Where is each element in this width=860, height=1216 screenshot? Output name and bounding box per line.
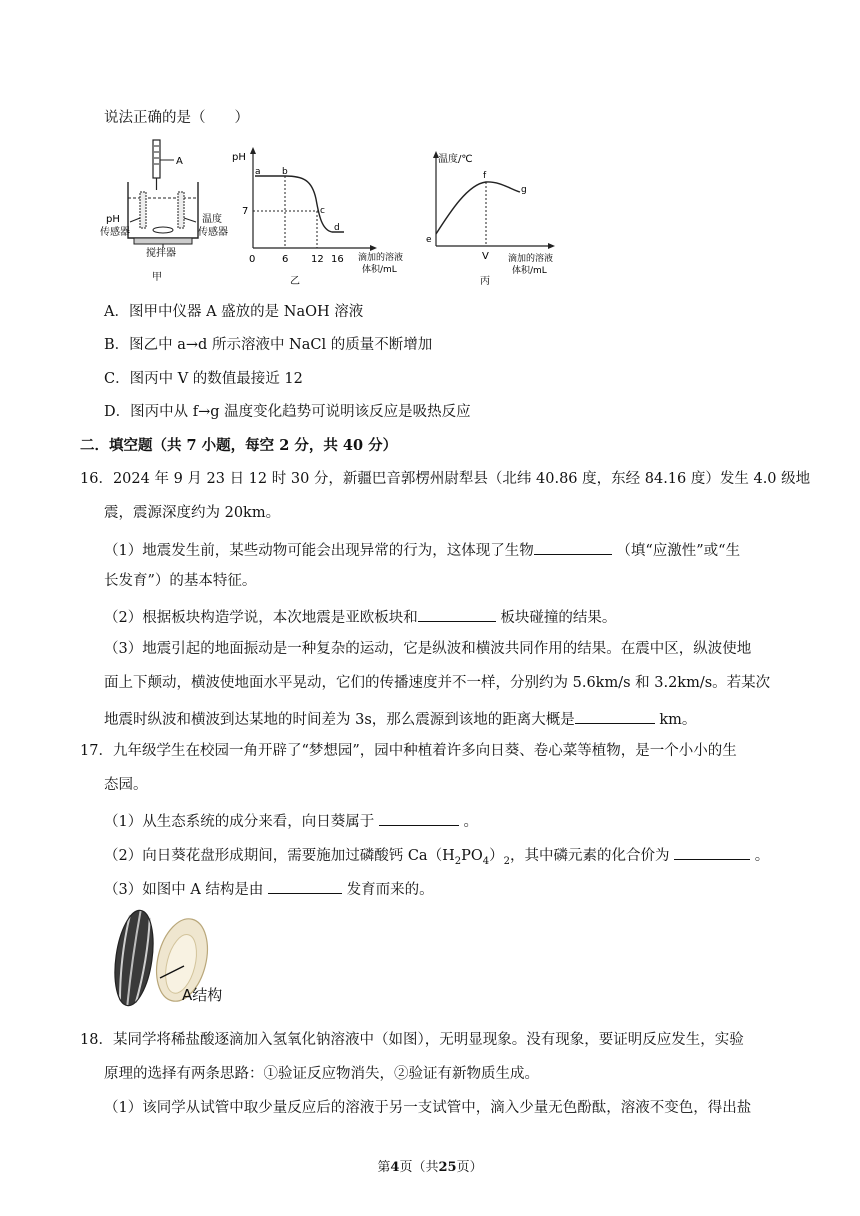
q17-part3-text: （3）如图中 A 结构是由 (104, 882, 264, 898)
bing-xtick-v: V (482, 251, 489, 262)
yi-caption: 乙 (290, 276, 300, 287)
figure-yi-ph-curve (228, 144, 428, 290)
q16-part3-line3 (104, 707, 696, 730)
q16-blank-3[interactable] (575, 707, 655, 724)
yi-ytick-7: 7 (242, 206, 249, 217)
q17-part2-text: （2）向日葵花盘形成期间，需要施加过磷酸钙 Ca（H (104, 848, 455, 864)
q17-blank-1[interactable] (379, 809, 459, 826)
yi-xtick-0: 0 (249, 254, 256, 265)
q18-part1-line1: （1）该同学从试管中取少量反应后的溶液于另一支试管中，滴入少量无色酚酞，溶液不变色，得出盐 (104, 1100, 752, 1116)
jia-temp-label-2: 传感器 (198, 227, 228, 238)
bing-caption: 丙 (480, 276, 490, 287)
yi-xtick-12: 12 (311, 254, 324, 265)
q17-part3 (104, 877, 434, 900)
footer-pre: 第 (377, 1160, 391, 1175)
q17-sub-3: 2 (503, 855, 510, 867)
q18-stem-line2: 原理的选择有两条思路：①验证反应物消失，②验证有新物质生成。 (104, 1066, 539, 1082)
jia-temp-label-1: 温度 (202, 214, 222, 225)
q15-stem-tail: 说法正确的是（ ） (104, 110, 249, 126)
q17-part1-text: （1）从生态系统的成分来看，向日葵属于 (104, 814, 375, 830)
q17-part2-mid: PO (461, 848, 483, 864)
q17-part2-end: 。 (754, 848, 770, 864)
q17-stem-line2: 态园。 (104, 777, 148, 793)
q17-part2 (104, 843, 769, 872)
q15-option-a: A．图甲中仪器 A 盛放的是 NaOH 溶液 (104, 304, 364, 320)
q15-option-c: C．图丙中 V 的数值最接近 12 (104, 371, 303, 387)
q17-part1 (104, 809, 478, 832)
q16-part2-text: （2）根据板块构造学说，本次地震是亚欧板块和 (104, 610, 418, 626)
q16-stem-line2: 震，震源深度约为 20km。 (104, 505, 281, 521)
figure-jia-apparatus (100, 138, 240, 288)
bing-point-f: f (483, 171, 487, 181)
q16-part1-hint: （填“应激性”或“生 (616, 543, 741, 559)
q17-part1-end: 。 (463, 814, 478, 830)
footer-mid: 页（共 (399, 1160, 439, 1175)
bing-point-g: g (521, 185, 527, 195)
q16-part1 (104, 538, 740, 561)
figure-bing-temp-curve (420, 146, 570, 290)
q18-stem-line1: 18．某同学将稀盐酸逐滴加入氢氧化钠溶液中（如图），无明显现象。没有现象，要证明反应发生，实验 (80, 1032, 744, 1048)
yi-xlabel-1: 滴加的溶液 (358, 253, 404, 263)
yi-xtick-16: 16 (331, 254, 344, 265)
yi-point-c: c (320, 206, 325, 216)
jia-ph-label-2: 传感器 (100, 227, 130, 238)
q17-blank-3[interactable] (268, 877, 342, 894)
q16-part3-line1: （3）地震引起的地面振动是一种复杂的运动，它是纵波和横波共同作用的结果。在震中区，纵波使地 (104, 641, 752, 657)
q16-stem-line1: 16．2024 年 9 月 23 日 12 时 30 分，新疆巴音郭楞州尉犁县（北纬 40.86 度，东经 84.16 度）发生 4.0 级地 (80, 471, 811, 487)
q15-option-b: B．图乙中 a→d 所示溶液中 NaCl 的质量不断增加 (104, 337, 433, 353)
yi-point-b: b (282, 167, 288, 177)
yi-xtick-6: 6 (282, 254, 289, 265)
q16-part3-text: 地震时纵波和横波到达某地的时间差为 3s，那么震源到该地的距离大概是 (104, 712, 575, 728)
page-footer (0, 1156, 860, 1175)
q15-option-d: D．图丙中从 f→g 温度变化趋势可说明该反应是吸热反应 (104, 404, 471, 420)
seed-label-a: A结构 (182, 986, 223, 1004)
bing-xlabel-2: 体积/mL (512, 266, 547, 276)
q16-part3-unit: km。 (659, 712, 697, 728)
yi-ylabel: pH (232, 152, 246, 163)
q16-part1-text: （1）地震发生前，某些动物可能会出现异常的行为，这体现了生物 (104, 543, 534, 559)
q17-stem-line1: 17．九年级学生在校园一角开辟了“梦想园”，园中种植着许多向日葵、卷心菜等植物，是一个小小的生 (80, 743, 737, 759)
q16-part3-line2: 面上下颠动，横波使地面水平晃动，它们的传播速度并不一样，分别约为 5.6km/s 和 3.2km/s。若某次 (104, 675, 771, 691)
yi-point-a: a (255, 167, 261, 177)
q17-part3-tail: 发育而来的。 (346, 882, 434, 898)
sunflower-seed-figure (100, 904, 230, 1012)
section-title: 二．填空题（共 7 小题，每空 2 分，共 40 分） (80, 437, 398, 454)
q16-part1-cont: 长发育”）的基本特征。 (104, 573, 257, 589)
q17-part2-tail: ，其中磷元素的化合价为 (510, 848, 670, 864)
bing-ylabel: 温度/℃ (438, 154, 473, 165)
yi-xlabel-2: 体积/mL (362, 265, 397, 275)
jia-label-a: A (176, 156, 183, 167)
yi-point-d: d (334, 223, 340, 233)
jia-stirrer-label: 搅拌器 (146, 248, 176, 259)
q16-blank-2[interactable] (418, 605, 496, 622)
jia-ph-label-1: pH (106, 214, 120, 225)
bing-xlabel-1: 滴加的溶液 (508, 254, 554, 264)
q17-sub-2: 4 (482, 855, 490, 867)
jia-caption: 甲 (152, 272, 162, 283)
q16-part2 (104, 605, 616, 628)
q16-part2-tail: 板块碰撞的结果。 (500, 610, 617, 626)
footer-page-number: 4 (390, 1160, 400, 1175)
footer-total-pages: 25 (438, 1160, 457, 1175)
q16-blank-1[interactable] (534, 538, 612, 555)
bing-point-e: e (426, 235, 432, 245)
footer-post: 页） (456, 1160, 483, 1175)
q17-part2-paren: ） (489, 848, 504, 864)
q17-sub-1: 2 (454, 855, 462, 867)
q17-blank-2[interactable] (674, 843, 750, 860)
